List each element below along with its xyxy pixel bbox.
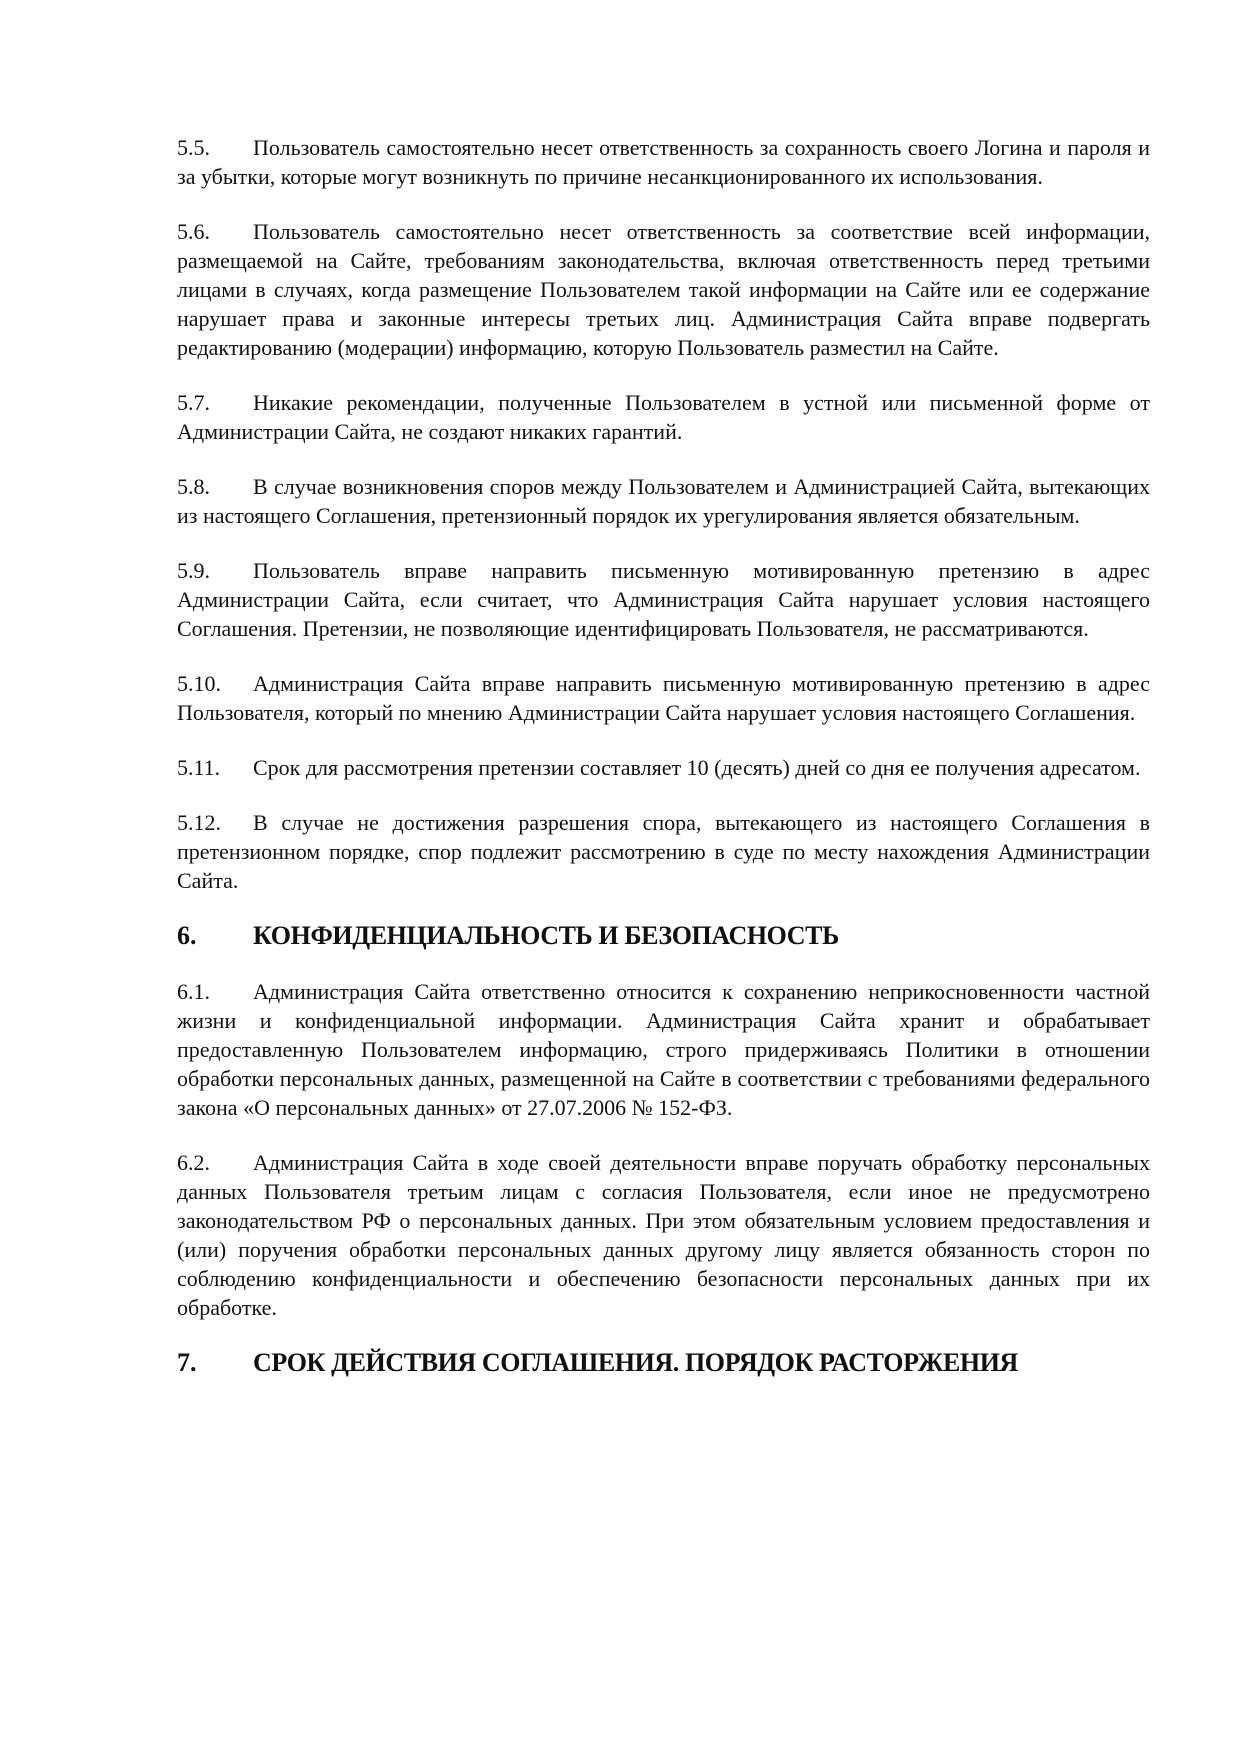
clause-5-6 (177, 217, 1150, 362)
clause-text: Пользователь вправе направить письменную мотивированную претензию в адрес Администрации Сайта, если считает, что Администрация Сайта нарушает условия настоящего Соглашения. Претензии, не позволяющие идентифицировать Пользователя, не рассматриваются. (177, 558, 1150, 641)
clause-text: Срок для рассмотрения претензии составляет 10 (десять) дней со дня ее получения адресатом. (253, 755, 1141, 780)
clause-5-7 (177, 388, 1150, 446)
clause-6-1 (177, 977, 1150, 1122)
clause-5-12 (177, 808, 1150, 895)
section-title: КОНФИДЕНЦИАЛЬНОСТЬ И БЕЗОПАСНОСТЬ (253, 921, 839, 950)
clause-number: 5.9. (177, 558, 210, 583)
clause-number: 5.8. (177, 474, 210, 499)
clause-5-8 (177, 472, 1150, 530)
section-number: 7. (177, 1348, 197, 1377)
clause-number: 6.2. (177, 1150, 210, 1175)
clause-text: Пользователь самостоятельно несет ответственность за сохранность своего Логина и пароля и за убытки, которые могут возникнуть по причине несанкционированного их использования. (177, 135, 1150, 189)
clause-number: 5.7. (177, 390, 210, 415)
clause-number: 5.12. (177, 810, 221, 835)
clause-text: Пользователь самостоятельно несет ответственность за соответствие всей информации, размещаемой на Сайте, требованиям законодательства, включая ответственность перед третьими лицами в случаях, когда размещение Пользователем такой информации на Сайте или ее содержание нарушает права и законные интересы третьих лиц. Администрация Сайта вправе подвергать редактированию (модерации) информацию, которую Пользователь разместил на Сайте. (177, 219, 1150, 360)
clause-number: 6.1. (177, 979, 210, 1004)
clause-number: 5.5. (177, 135, 210, 160)
clause-text: В случае возникновения споров между Пользователем и Администрацией Сайта, вытекающих из настоящего Соглашения, претензионный порядок их урегулирования является обязательным. (177, 474, 1150, 528)
clause-number: 5.11. (177, 755, 221, 780)
section-heading-6 (177, 921, 1150, 951)
section-number: 6. (177, 921, 197, 950)
clause-6-2 (177, 1148, 1150, 1322)
clause-text: В случае не достижения разрешения спора, вытекающего из настоящего Соглашения в претензионном порядке, спор подлежит рассмотрению в суде по месту нахождения Администрации Сайта. (177, 810, 1150, 893)
clause-number: 5.6. (177, 219, 210, 244)
section-title: СРОК ДЕЙСТВИЯ СОГЛАШЕНИЯ. ПОРЯДОК РАСТОРЖЕНИЯ (253, 1348, 1018, 1377)
section-heading-7 (177, 1348, 1150, 1378)
clause-text: Администрация Сайта в ходе своей деятельности вправе поручать обработку персональных данных Пользователя третьим лицам с согласия Пользователя, если иное не предусмотрено законодательством РФ о персональных данных. При этом обязательным условием предоставления и (или) поручения обработки персональных данных другому лицу является обязанность сторон по соблюдению конфиденциальности и обеспечению безопасности персональных данных при их обработке. (177, 1150, 1150, 1320)
clause-text: Администрация Сайта вправе направить письменную мотивированную претензию в адрес Пользователя, который по мнению Администрации Сайта нарушает условия настоящего Соглашения. (177, 671, 1150, 725)
clause-5-9 (177, 556, 1150, 643)
clause-5-10 (177, 669, 1150, 727)
clause-text: Никакие рекомендации, полученные Пользователем в устной или письменной форме от Администрации Сайта, не создают никаких гарантий. (177, 390, 1150, 444)
clause-5-5 (177, 133, 1150, 191)
clause-text: Администрация Сайта ответственно относится к сохранению неприкосновенности частной жизни и конфиденциальной информации. Администрация Сайта хранит и обрабатывает предоставленную Пользователем информацию, строго придерживаясь Политики в отношении обработки персональных данных, размещенной на Сайте в соответствии с требованиями федерального закона «О персональных данных» от 27.07.2006 № 152-ФЗ. (177, 979, 1150, 1120)
clause-number: 5.10. (177, 671, 221, 696)
clause-5-11 (177, 753, 1150, 782)
